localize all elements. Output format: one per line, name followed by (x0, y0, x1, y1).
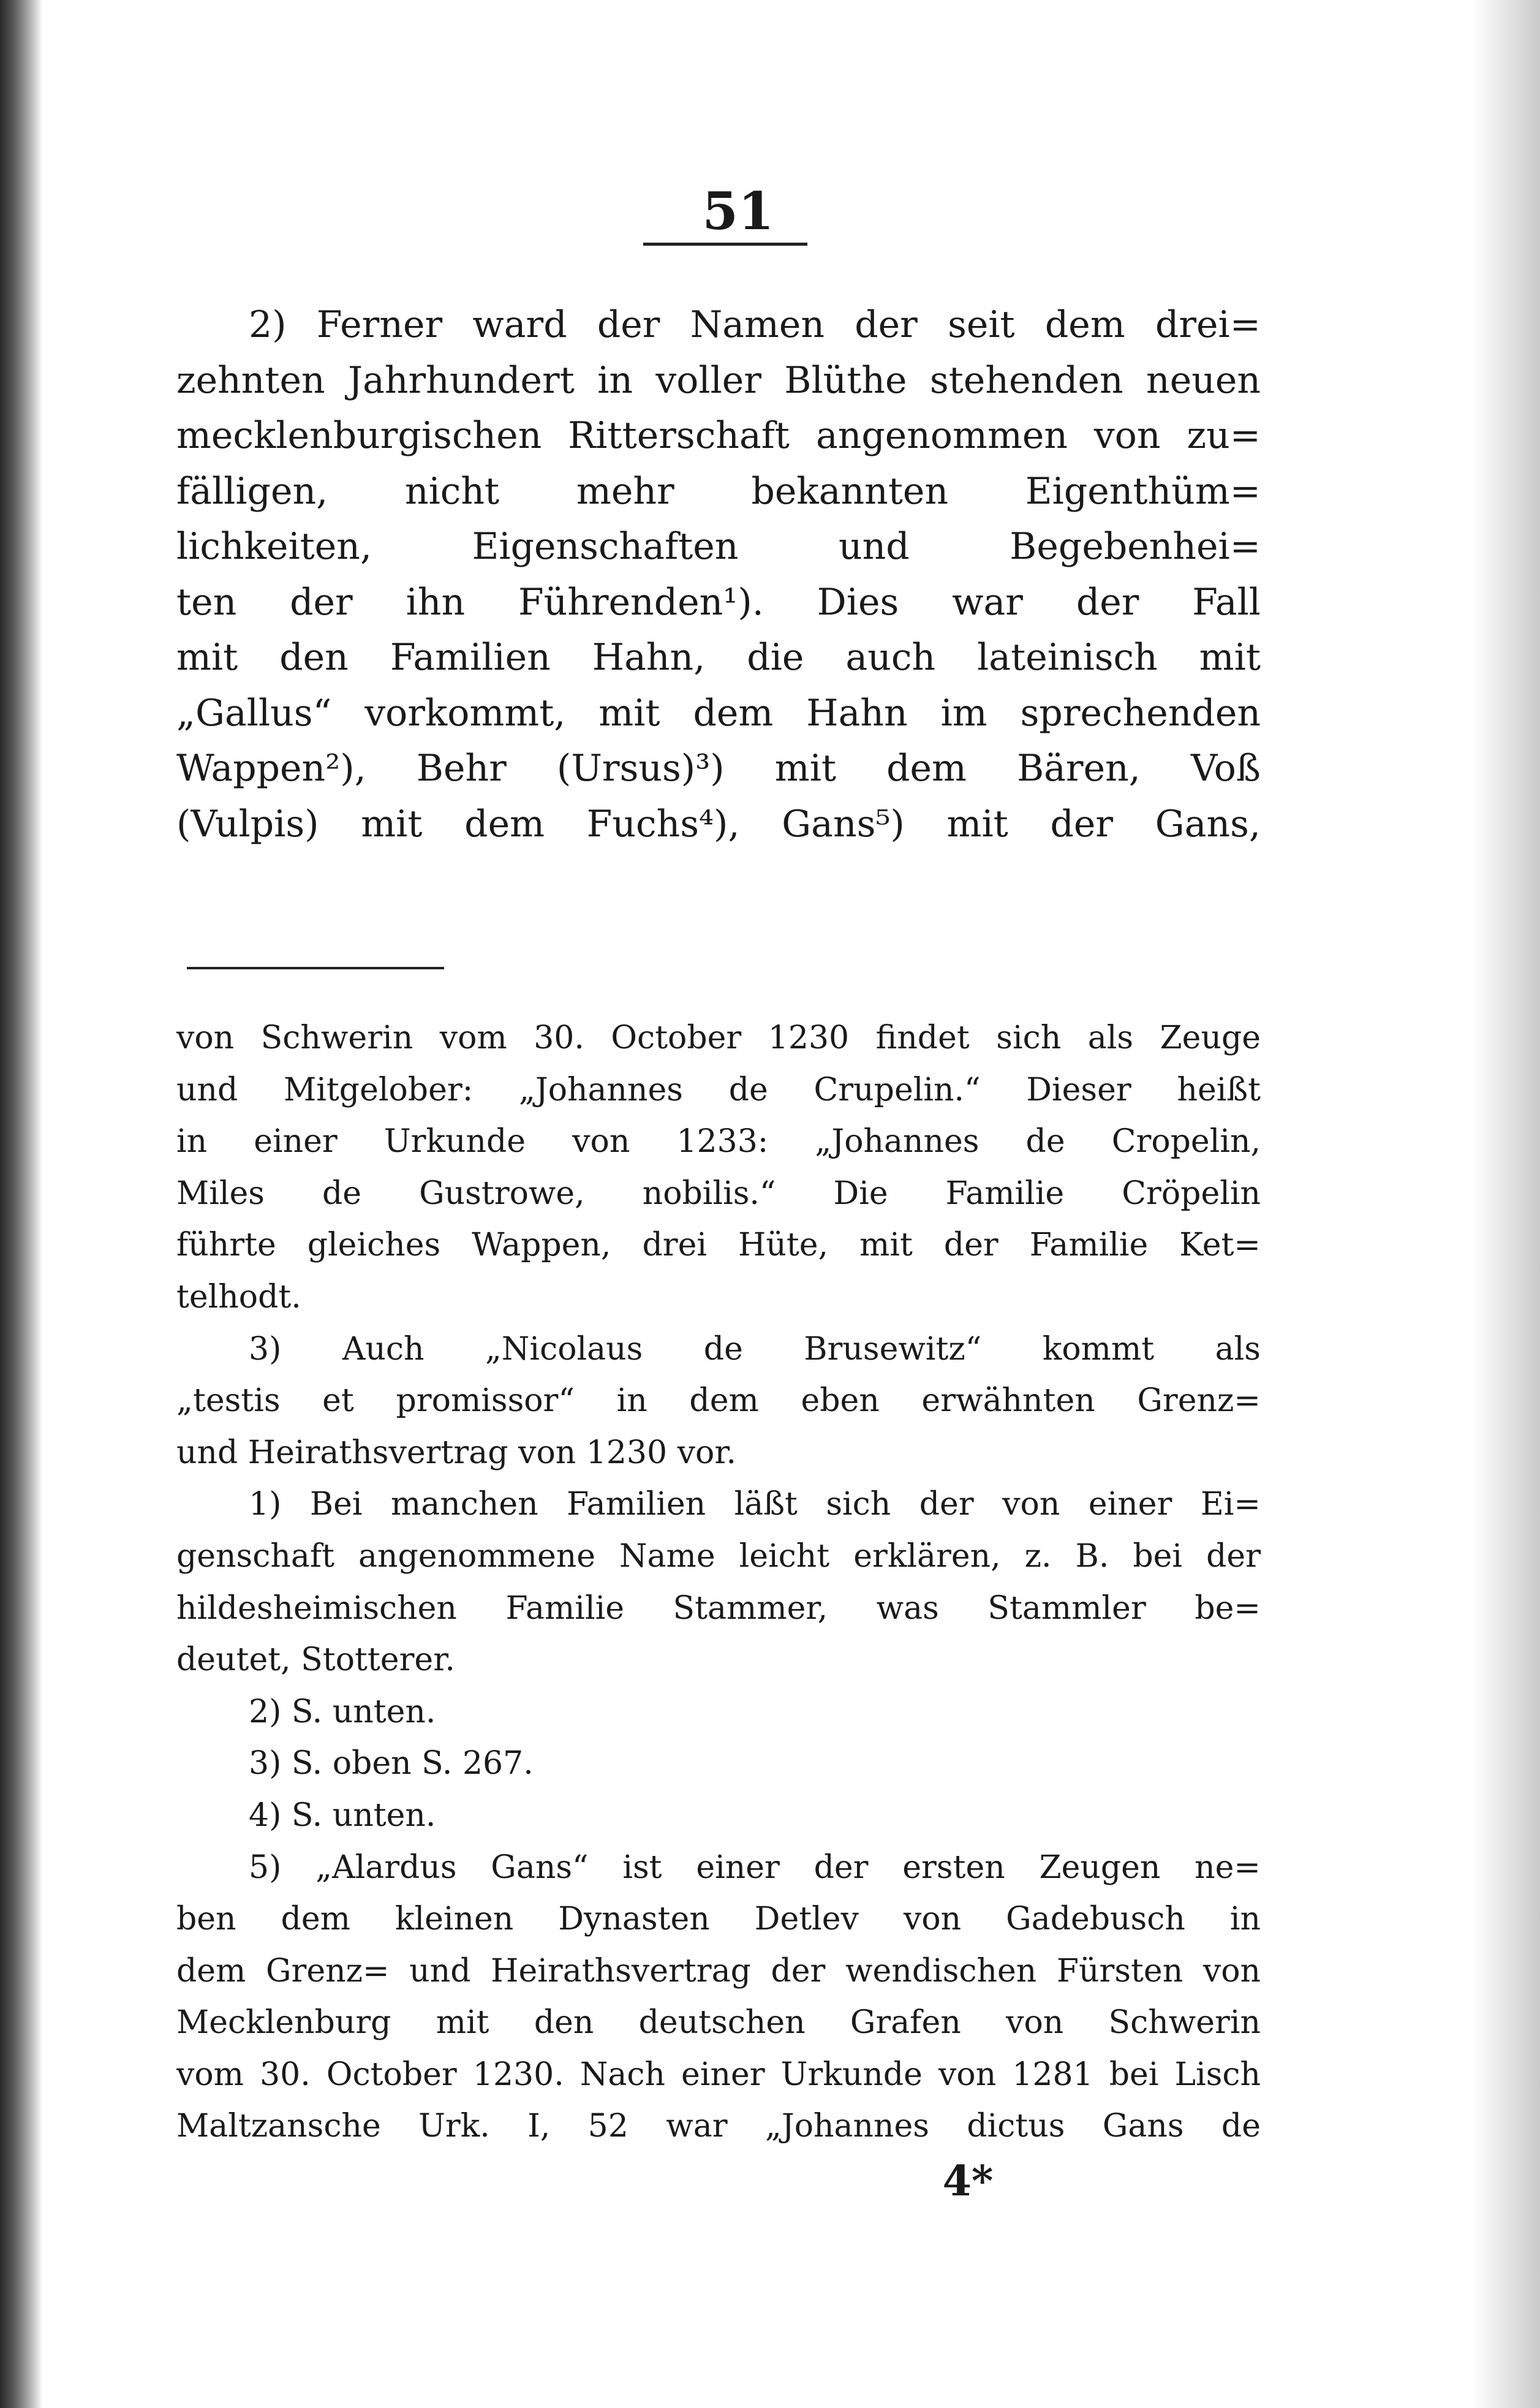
footnote-line: 3) S. oben S. 267. (249, 1745, 534, 1782)
page-edge-left (0, 0, 43, 2408)
footnote-line: ben dem kleinen Dynasten Detlev von Gadebusch in (176, 1901, 1261, 1938)
text-line: zehnten Jahrhundert in voller Blüthe stehenden neuen (176, 358, 1261, 402)
footnote-line: und Heirathsvertrag von 1230 vor. (176, 1434, 736, 1471)
footnote-line: genschaft angenommene Name leicht erklären, z. B. bei der (176, 1537, 1261, 1575)
header-rule (643, 243, 807, 246)
footnote-line: 4) S. unten. (249, 1797, 436, 1834)
footnotes (176, 1012, 1261, 2152)
text-line: mecklenburgischen Ritterschaft angenommen von zu= (176, 414, 1261, 457)
footnote-line: 5) „Alardus Gans“ ist einer der ersten Zeugen ne= (249, 1849, 1261, 1886)
text-line: fälligen, nicht mehr bekannten Eigenthüm= (176, 469, 1261, 513)
footnote-line: und Mitgelober: „Johannes de Crupelin.“ Dieser heißt (176, 1071, 1261, 1108)
page-number: 51 (702, 181, 774, 241)
footnote-line: 3) Auch „Nicolaus de Brusewitz“ kommt als (249, 1330, 1261, 1368)
footnote-line: 2) S. unten. (249, 1693, 436, 1730)
page-edge-right (1473, 0, 1540, 2408)
footnote-line: Miles de Gustrowe, nobilis.“ Die Familie Cröpelin (176, 1175, 1261, 1212)
text-line: Wappen²), Behr (Ursus)³) mit dem Bären, Voß (176, 747, 1261, 790)
footnote-line: telhodt. (176, 1278, 301, 1316)
footnote-line: „testis et promissor“ in dem eben erwähnten Grenz= (176, 1382, 1261, 1420)
footnote-line: 1) Bei manchen Familien läßt sich der von einer Ei= (249, 1486, 1261, 1523)
text-line: (Vulpis) mit dem Fuchs⁴), Gans⁵) mit der Gans, (176, 802, 1261, 846)
text-line: ten der ihn Führenden¹). Dies war der Fall (176, 580, 1261, 624)
main-text (176, 297, 1261, 852)
text-line: 2) Ferner ward der Namen der seit dem drei= (249, 303, 1261, 346)
footnote-line: hildesheimischen Familie Stammer, was Stammler be= (176, 1589, 1261, 1627)
footnote-line: Maltzansche Urk. I, 52 war „Johannes dictus Gans de (176, 2108, 1261, 2145)
text-line: mit den Familien Hahn, die auch lateinisch mit (176, 636, 1261, 679)
footnote-line: deutet, Stotterer. (176, 1641, 455, 1679)
footnote-line: Mecklenburg mit den deutschen Grafen von Schwerin (176, 2004, 1261, 2042)
signature-mark: 4* (942, 2157, 994, 2206)
text-line: lichkeiten, Eigenschaften und Begebenhei= (176, 525, 1261, 568)
text-line: „Gallus“ vorkommt, mit dem Hahn im sprechenden (176, 691, 1261, 735)
footnote-rule (187, 967, 444, 969)
footnote-line: vom 30. October 1230. Nach einer Urkunde von 1281 bei Lisch (176, 2056, 1261, 2093)
footnote-line: von Schwerin vom 30. October 1230 findet sich als Zeuge (176, 1020, 1261, 1056)
footnote-line: führte gleiches Wappen, drei Hüte, mit der Familie Ket= (176, 1227, 1261, 1264)
footnote-line: in einer Urkunde von 1233: „Johannes de Cropelin, (176, 1123, 1261, 1160)
footnote-line: dem Grenz= und Heirathsvertrag der wendischen Fürsten von (176, 1952, 1261, 1990)
